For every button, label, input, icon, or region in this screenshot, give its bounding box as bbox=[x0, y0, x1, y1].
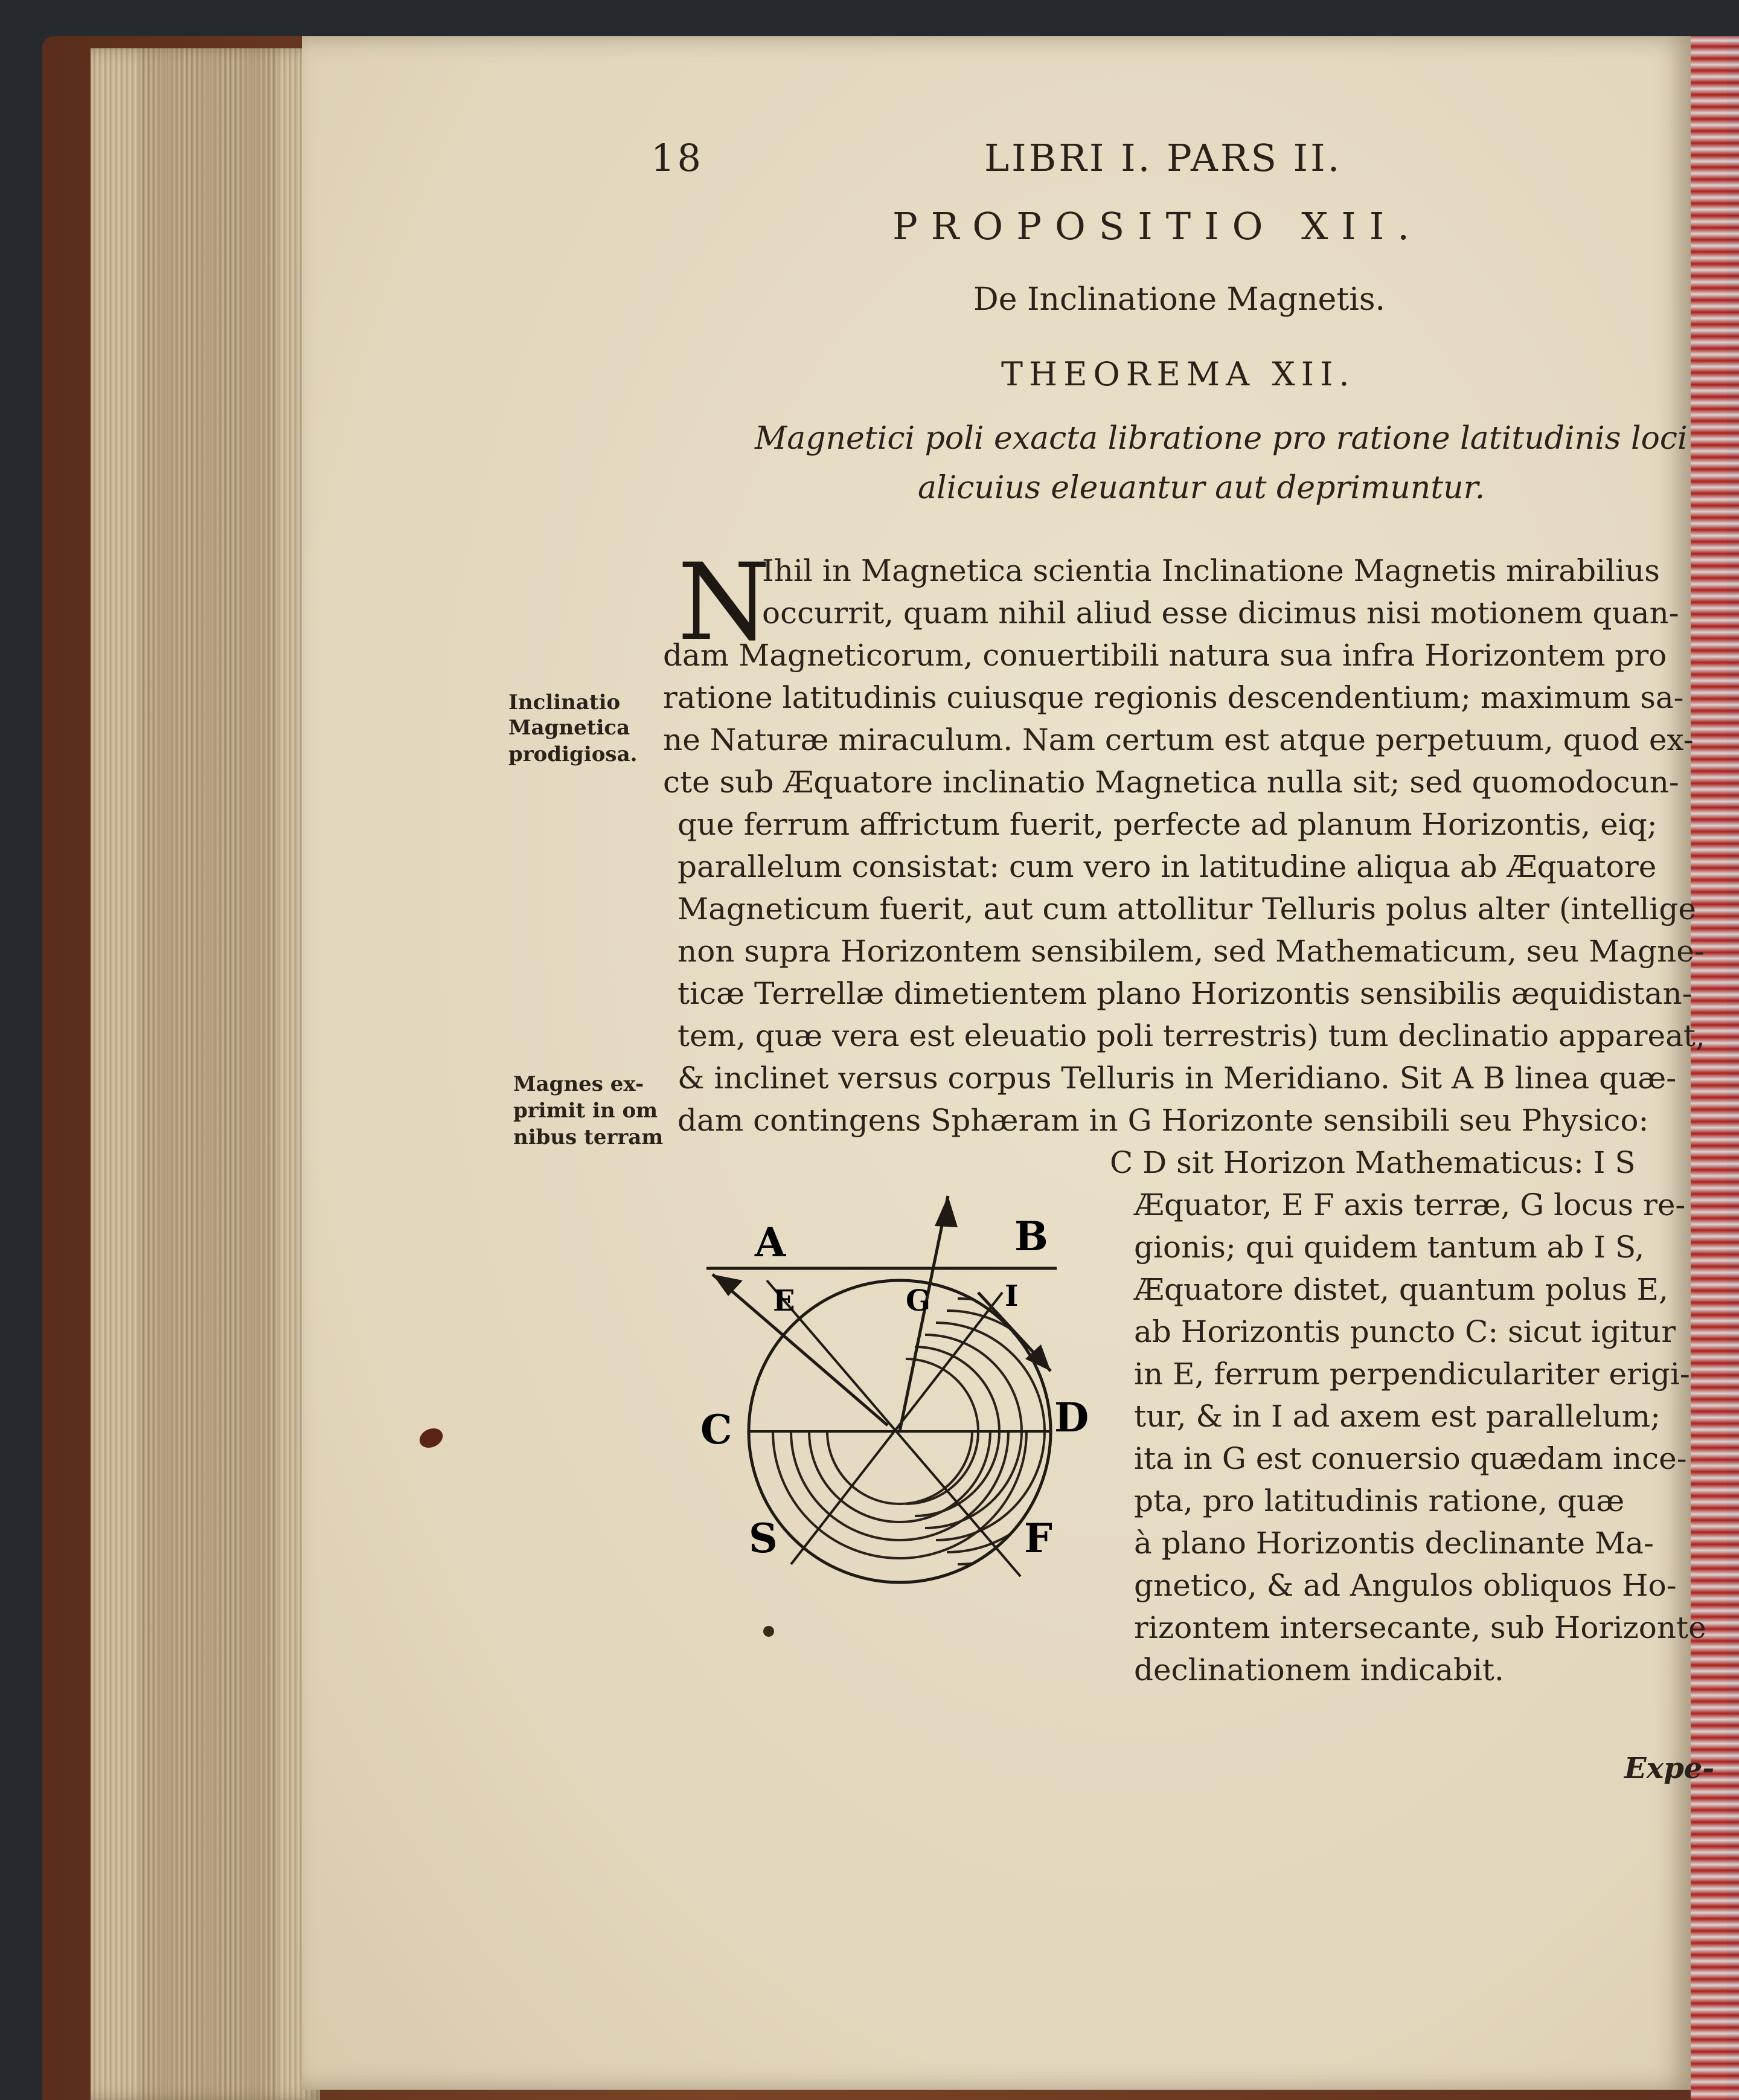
enunciation-line: Magnetici poli exacta libratione pro ratione latitudinis loci bbox=[755, 420, 1688, 457]
diagram-label-d: D bbox=[1054, 1394, 1089, 1441]
body-line: ne Naturæ miraculum. Nam certum est atque perpetuum, quod ex- bbox=[663, 722, 1694, 757]
catchword: Expe- bbox=[1624, 1752, 1715, 1785]
body-line: Magneticum fuerit, aut cum attollitur Telluris polus alter (intellige bbox=[677, 891, 1696, 926]
marginal-note-line: Magnetica bbox=[508, 716, 630, 740]
right-column-line: à plano Horizontis declinante Ma- bbox=[1134, 1526, 1654, 1561]
diagram-label-f: F bbox=[1024, 1515, 1052, 1562]
diagram-label-a: A bbox=[755, 1219, 786, 1266]
right-column-line: ita in G est conuersio quædam ince- bbox=[1134, 1441, 1687, 1476]
right-column-line: pta, pro latitudinis ratione, quæ bbox=[1134, 1483, 1625, 1518]
body-line: parallelum consistat: cum vero in latitudine aliqua ab Æquatore bbox=[677, 849, 1657, 884]
body-line: tem, quæ vera est eleuatio poli terrestris) tum declinatio appareat, bbox=[677, 1018, 1705, 1053]
body-line: occurrit, quam nihil aliud esse dicimus nisi motionem quan- bbox=[762, 596, 1679, 631]
body-line: ratione latitudinis cuiusque regionis descendentium; maximum sa- bbox=[663, 680, 1684, 715]
diagram-label-g: G bbox=[906, 1284, 930, 1318]
proposition-heading: PROPOSITIO XII. bbox=[892, 204, 1423, 248]
marginal-note-line: nibus terram bbox=[513, 1125, 664, 1149]
drop-cap: N bbox=[677, 541, 770, 664]
right-column-line: C D sit Horizon Mathematicus: I S bbox=[1110, 1145, 1636, 1180]
right-column-line: in E, ferrum perpendiculariter erigi- bbox=[1134, 1357, 1690, 1392]
right-column-line: declinationem indicabit. bbox=[1134, 1652, 1504, 1687]
body-line: dam Magneticorum, conuertibili natura sua infra Horizontem pro bbox=[663, 638, 1667, 673]
diagram-label-s: S bbox=[749, 1515, 778, 1562]
body-line: ticæ Terrellæ dimetientem plano Horizontis sensibilis æquidistan- bbox=[677, 976, 1693, 1011]
running-title: LIBRI I. PARS II. bbox=[984, 136, 1342, 180]
right-column-line: Æquatore distet, quantum polus E, bbox=[1134, 1272, 1668, 1307]
right-column-line: rizontem intersecante, sub Horizonte bbox=[1134, 1610, 1706, 1645]
body-line: dam contingens Sphæram in G Horizonte sensibili seu Physico: bbox=[677, 1103, 1649, 1138]
theorem-heading: THEOREMA XII. bbox=[1001, 355, 1356, 393]
diagram-label-i: I bbox=[1005, 1279, 1019, 1313]
marginal-note-line: Magnes ex- bbox=[513, 1072, 644, 1096]
right-column-line: gnetico, & ad Angulos obliquos Ho- bbox=[1134, 1568, 1677, 1603]
bookmark-ribbon bbox=[1691, 36, 1739, 2100]
body-line: cte sub Æquatore inclinatio Magnetica nulla sit; sed quomodocun- bbox=[663, 765, 1679, 800]
right-column-line: tur, & in I ad axem est parallelum; bbox=[1134, 1399, 1661, 1434]
enunciation-line: alicuius eleuantur aut deprimuntur. bbox=[918, 470, 1485, 506]
marginal-note-line: Inclinatio bbox=[508, 690, 621, 714]
proposition-subtitle: De Inclinatione Magnetis. bbox=[973, 281, 1386, 318]
magnetic-inclination-diagram bbox=[688, 1190, 1111, 1601]
ink-stain bbox=[763, 1626, 774, 1637]
marginal-note-line: primit in om bbox=[513, 1099, 658, 1123]
body-line: Ihil in Magnetica scientia Inclinatione Magnetis mirabilius bbox=[762, 553, 1660, 588]
diagram-label-c: C bbox=[700, 1406, 732, 1453]
right-column-line: gionis; qui quidem tantum ab I S, bbox=[1134, 1230, 1645, 1265]
body-line: non supra Horizontem sensibilem, sed Mathematicum, seu Magne- bbox=[677, 934, 1705, 969]
right-column-line: ab Horizontis puncto C: sicut igitur bbox=[1134, 1314, 1676, 1349]
right-column-line: Æquator, E F axis terræ, G locus re- bbox=[1134, 1187, 1686, 1222]
marginal-note-line: prodigiosa. bbox=[508, 742, 638, 766]
page-block-shading bbox=[139, 48, 278, 2100]
diagram-label-e: E bbox=[773, 1284, 795, 1318]
page-number: 18 bbox=[651, 136, 703, 180]
body-line: & inclinet versus corpus Telluris in Meridiano. Sit A B linea quæ- bbox=[677, 1061, 1677, 1096]
diagram-label-b: B bbox=[1014, 1213, 1048, 1260]
body-line: que ferrum affrictum fuerit, perfecte ad planum Horizontis, eiq; bbox=[677, 807, 1657, 842]
